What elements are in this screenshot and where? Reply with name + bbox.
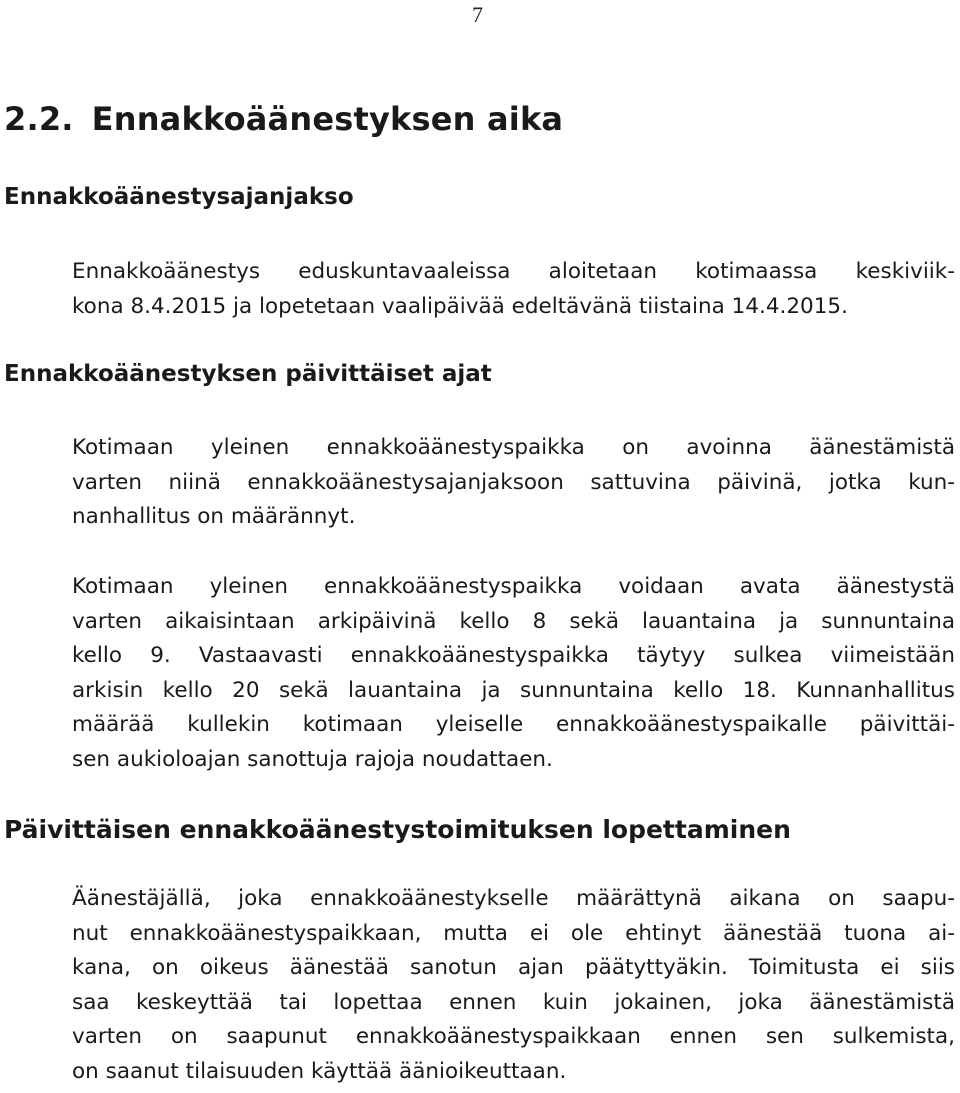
paragraph-line: nut ennakkoäänestyspaikkaan, mutta ei ole ehtinyt äänestää tuona ai- — [72, 920, 955, 946]
subheading-lopettaminen: Päivittäisen ennakkoäänestystoimituksen lopettaminen — [4, 815, 791, 844]
paragraph-line: on saanut tilaisuuden käyttää äänioikeuttaan. — [72, 1058, 567, 1084]
section-number: 2.2. — [4, 100, 74, 138]
paragraph-line: varten aikaisintaan arkipäivinä kello 8 sekä lauantaina ja sunnuntaina — [72, 608, 955, 634]
paragraph-line: arkisin kello 20 sekä lauantaina ja sunnuntaina kello 18. Kunnanhallitus — [72, 677, 955, 703]
paragraph-line: kello 9. Vastaavasti ennakkoäänestyspaikka täytyy sulkea viimeistään — [72, 643, 955, 668]
paragraph-line: varten niinä ennakkoäänestysajanjaksoon sattuvina päivinä, jotka kun- — [72, 469, 955, 495]
subheading-paivittaiset-ajat: Ennakkoäänestyksen päivittäiset ajat — [4, 361, 492, 387]
page-number: 7 — [472, 2, 483, 27]
section-heading — [4, 100, 563, 138]
paragraph-line: Äänestäjällä, joka ennakkoäänestykselle määrättynä aikana on saapu- — [72, 886, 955, 911]
paragraph-line: määrää kullekin kotimaan yleiselle ennakkoäänestyspaikalle päivittäi- — [72, 712, 955, 737]
paragraph-line: nanhallitus on määrännyt. — [72, 504, 356, 529]
paragraph-line: Ennakkoäänestys eduskuntavaaleissa aloitetaan kotimaassa keskiviik- — [72, 259, 955, 284]
paragraph-line: Kotimaan yleinen ennakkoäänestyspaikka voidaan avata äänestystä — [72, 574, 955, 599]
section-title: Ennakkoäänestyksen aika — [91, 100, 564, 138]
paragraph-line: varten on saapunut ennakkoäänestyspaikkaan ennen sen sulkemista, — [72, 1024, 955, 1049]
paragraph-line: kana, on oikeus äänestää sanotun ajan päätyttyäkin. Toimitusta ei siis — [72, 955, 955, 980]
paragraph — [72, 431, 955, 535]
paragraph-line: Kotimaan yleinen ennakkoäänestyspaikka on avoinna äänestämistä — [72, 435, 955, 460]
paragraph-line: sen aukioloajan sanottuja rajoja noudattaen. — [72, 746, 553, 772]
paragraph — [72, 570, 955, 777]
paragraph-line: saa keskeyttää tai lopettaa ennen kuin jokainen, joka äänestämistä — [72, 989, 955, 1015]
subheading-ennakkoaanestysajanjakso: Ennakkoäänestysajanjakso — [4, 184, 354, 210]
paragraph — [72, 882, 955, 1089]
paragraph-line: kona 8.4.2015 ja lopetetaan vaalipäivää edeltävänä tiistaina 14.4.2015. — [72, 293, 848, 319]
paragraph — [72, 255, 955, 324]
